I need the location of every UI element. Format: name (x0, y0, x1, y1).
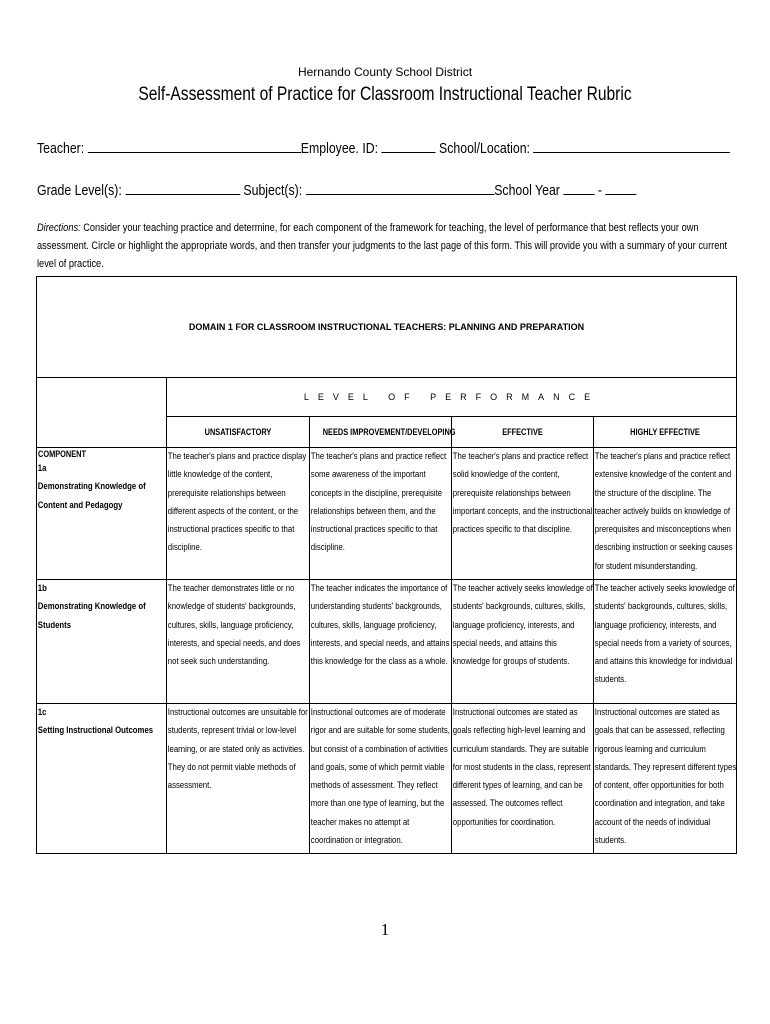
domain-title: DOMAIN 1 FOR CLASSROOM INSTRUCTIONAL TEACHERS: PLANNING AND PREPARATION (37, 277, 737, 378)
component-name: Setting Instructional Outcomes (37, 725, 154, 737)
employee-id-field[interactable] (381, 139, 435, 153)
component-label: COMPONENT (38, 449, 86, 459)
rubric-cell-unsatisfactory[interactable]: The teacher's plans and practice display little knowledge of the content, prerequisite relationships between different aspects of the content, or the instructional practices specific to that discipline. (167, 448, 310, 580)
school-location-label: School/Location: (439, 140, 530, 157)
component-code: 1c (37, 707, 47, 718)
rubric-cell-effective[interactable]: The teacher actively seeks knowledge of students' backgrounds, cultures, skills, language proficiency, interests, and special needs, and attains this knowledge for groups of students. (452, 580, 594, 704)
school-location-field[interactable] (533, 139, 730, 153)
rubric-cell-highly-effective[interactable]: Instructional outcomes are stated as goals that can be assessed, reflecting rigorous learning and curriculum standards. They represent different types of content, offer opportunities for both coordination and integration, and take account of the needs of individual students. (594, 704, 737, 854)
teacher-field[interactable] (88, 139, 301, 153)
rubric-cell-needs-improvement[interactable]: The teacher's plans and practice reflect some awareness of the important concepts in the discipline, prerequisite relationships between them, and the instructional practices specific to that discipline. (310, 448, 452, 580)
employee-id-label: Employee. ID: (300, 140, 379, 157)
rubric-row-1a (37, 448, 737, 580)
rubric-cell-needs-improvement[interactable]: Instructional outcomes are of moderate rigor and are suitable for some students, but consist of a combination of activities and goals, some of which permit viable methods of assessment. They reflect more than one type of learning, but the teacher makes no attempt at coordination or integration. (310, 704, 452, 854)
level-header-highly-effective: HIGHLY EFFECTIVE (594, 417, 737, 448)
component-header-cell (37, 378, 167, 459)
level-header-effective: EFFECTIVE (452, 417, 594, 448)
class-info-line (37, 181, 637, 199)
rubric-table (36, 276, 737, 854)
grade-level-label: Grade Level(s): (37, 182, 122, 199)
rubric-cell-unsatisfactory[interactable]: The teacher demonstrates little or no knowledge of students' backgrounds, cultures, skills, language proficiency, interests, and special needs, and does not seek such understanding. (167, 580, 310, 704)
rubric-row-1c (37, 704, 737, 854)
rubric-cell-effective[interactable]: Instructional outcomes are stated as goals reflecting high-level learning and curriculum standards. They are suitable for most students in the class, represent different types of learning, and can be assessed. The outcomes reflect opportunities for coordination. (452, 704, 594, 854)
level-header-unsatisfactory: UNSATISFACTORY (167, 417, 310, 448)
document-title: Self-Assessment of Practice for Classroom Instructional Teacher Rubric (138, 84, 632, 105)
school-year-end-field[interactable] (605, 181, 636, 195)
level-of-performance-heading: LEVEL OF PERFORMANCE (167, 378, 737, 417)
component-name: Demonstrating Knowledge of Students (37, 601, 146, 631)
rubric-row-1b (37, 580, 737, 704)
rubric-cell-highly-effective[interactable]: The teacher's plans and practice reflect extensive knowledge of the content and the structure of the discipline. The teacher actively builds on knowledge of prerequisites and misconceptions when describing instruction or seeking causes for student misunderstanding. (594, 448, 737, 580)
rubric-cell-unsatisfactory[interactable]: Instructional outcomes are unsuitable for students, represent trivial or low-level learning, or are stated only as activities. They do not permit viable methods of assessment. (167, 704, 310, 854)
district-name: Hernando County School District (297, 65, 473, 79)
teacher-label: Teacher: (37, 140, 85, 157)
component-name: Demonstrating Knowledge of Content and Pedagogy (37, 481, 146, 511)
rubric-cell-needs-improvement[interactable]: The teacher indicates the importance of understanding students' backgrounds, cultures, skills, language proficiency, interests, and special needs, and attains this knowledge for the class as a whole. (310, 580, 452, 704)
page-number: 1 (380, 920, 390, 939)
component-code: 1b (37, 583, 47, 594)
component-cell (37, 704, 167, 854)
directions-text (37, 219, 734, 273)
level-header-needs-improvement: NEEDS IMPROVEMENT/DEVELOPING (310, 417, 452, 448)
rubric-cell-highly-effective[interactable]: The teacher actively seeks knowledge of students' backgrounds, cultures, skills, language proficiency, interests, and special needs from a variety of sources, and attains this knowledge for individual students. (594, 580, 737, 704)
school-year-separator: - (597, 182, 602, 199)
directions-lead: Directions: (37, 222, 81, 234)
component-cell (37, 448, 167, 580)
component-code: 1a (37, 463, 47, 474)
directions-body: Consider your teaching practice and determine, for each component of the framework for teaching, the level of performance that best reflects your own assessment. Circle or highlight the appropriate words, and then transfer your judgments to the last page of this form. This will provide you with a summary of your current level of practice. (37, 222, 728, 270)
teacher-info-line (37, 139, 730, 157)
grade-level-field[interactable] (125, 181, 240, 195)
subject-field[interactable] (306, 181, 495, 195)
component-cell (37, 580, 167, 704)
school-year-start-field[interactable] (563, 181, 594, 195)
rubric-cell-effective[interactable]: The teacher's plans and practice reflect solid knowledge of the content, prerequisite relationships between important concepts, and the instructional practices specific to that discipline. (452, 448, 594, 580)
subject-label: Subject(s): (243, 182, 303, 199)
school-year-label: School Year (494, 182, 560, 199)
